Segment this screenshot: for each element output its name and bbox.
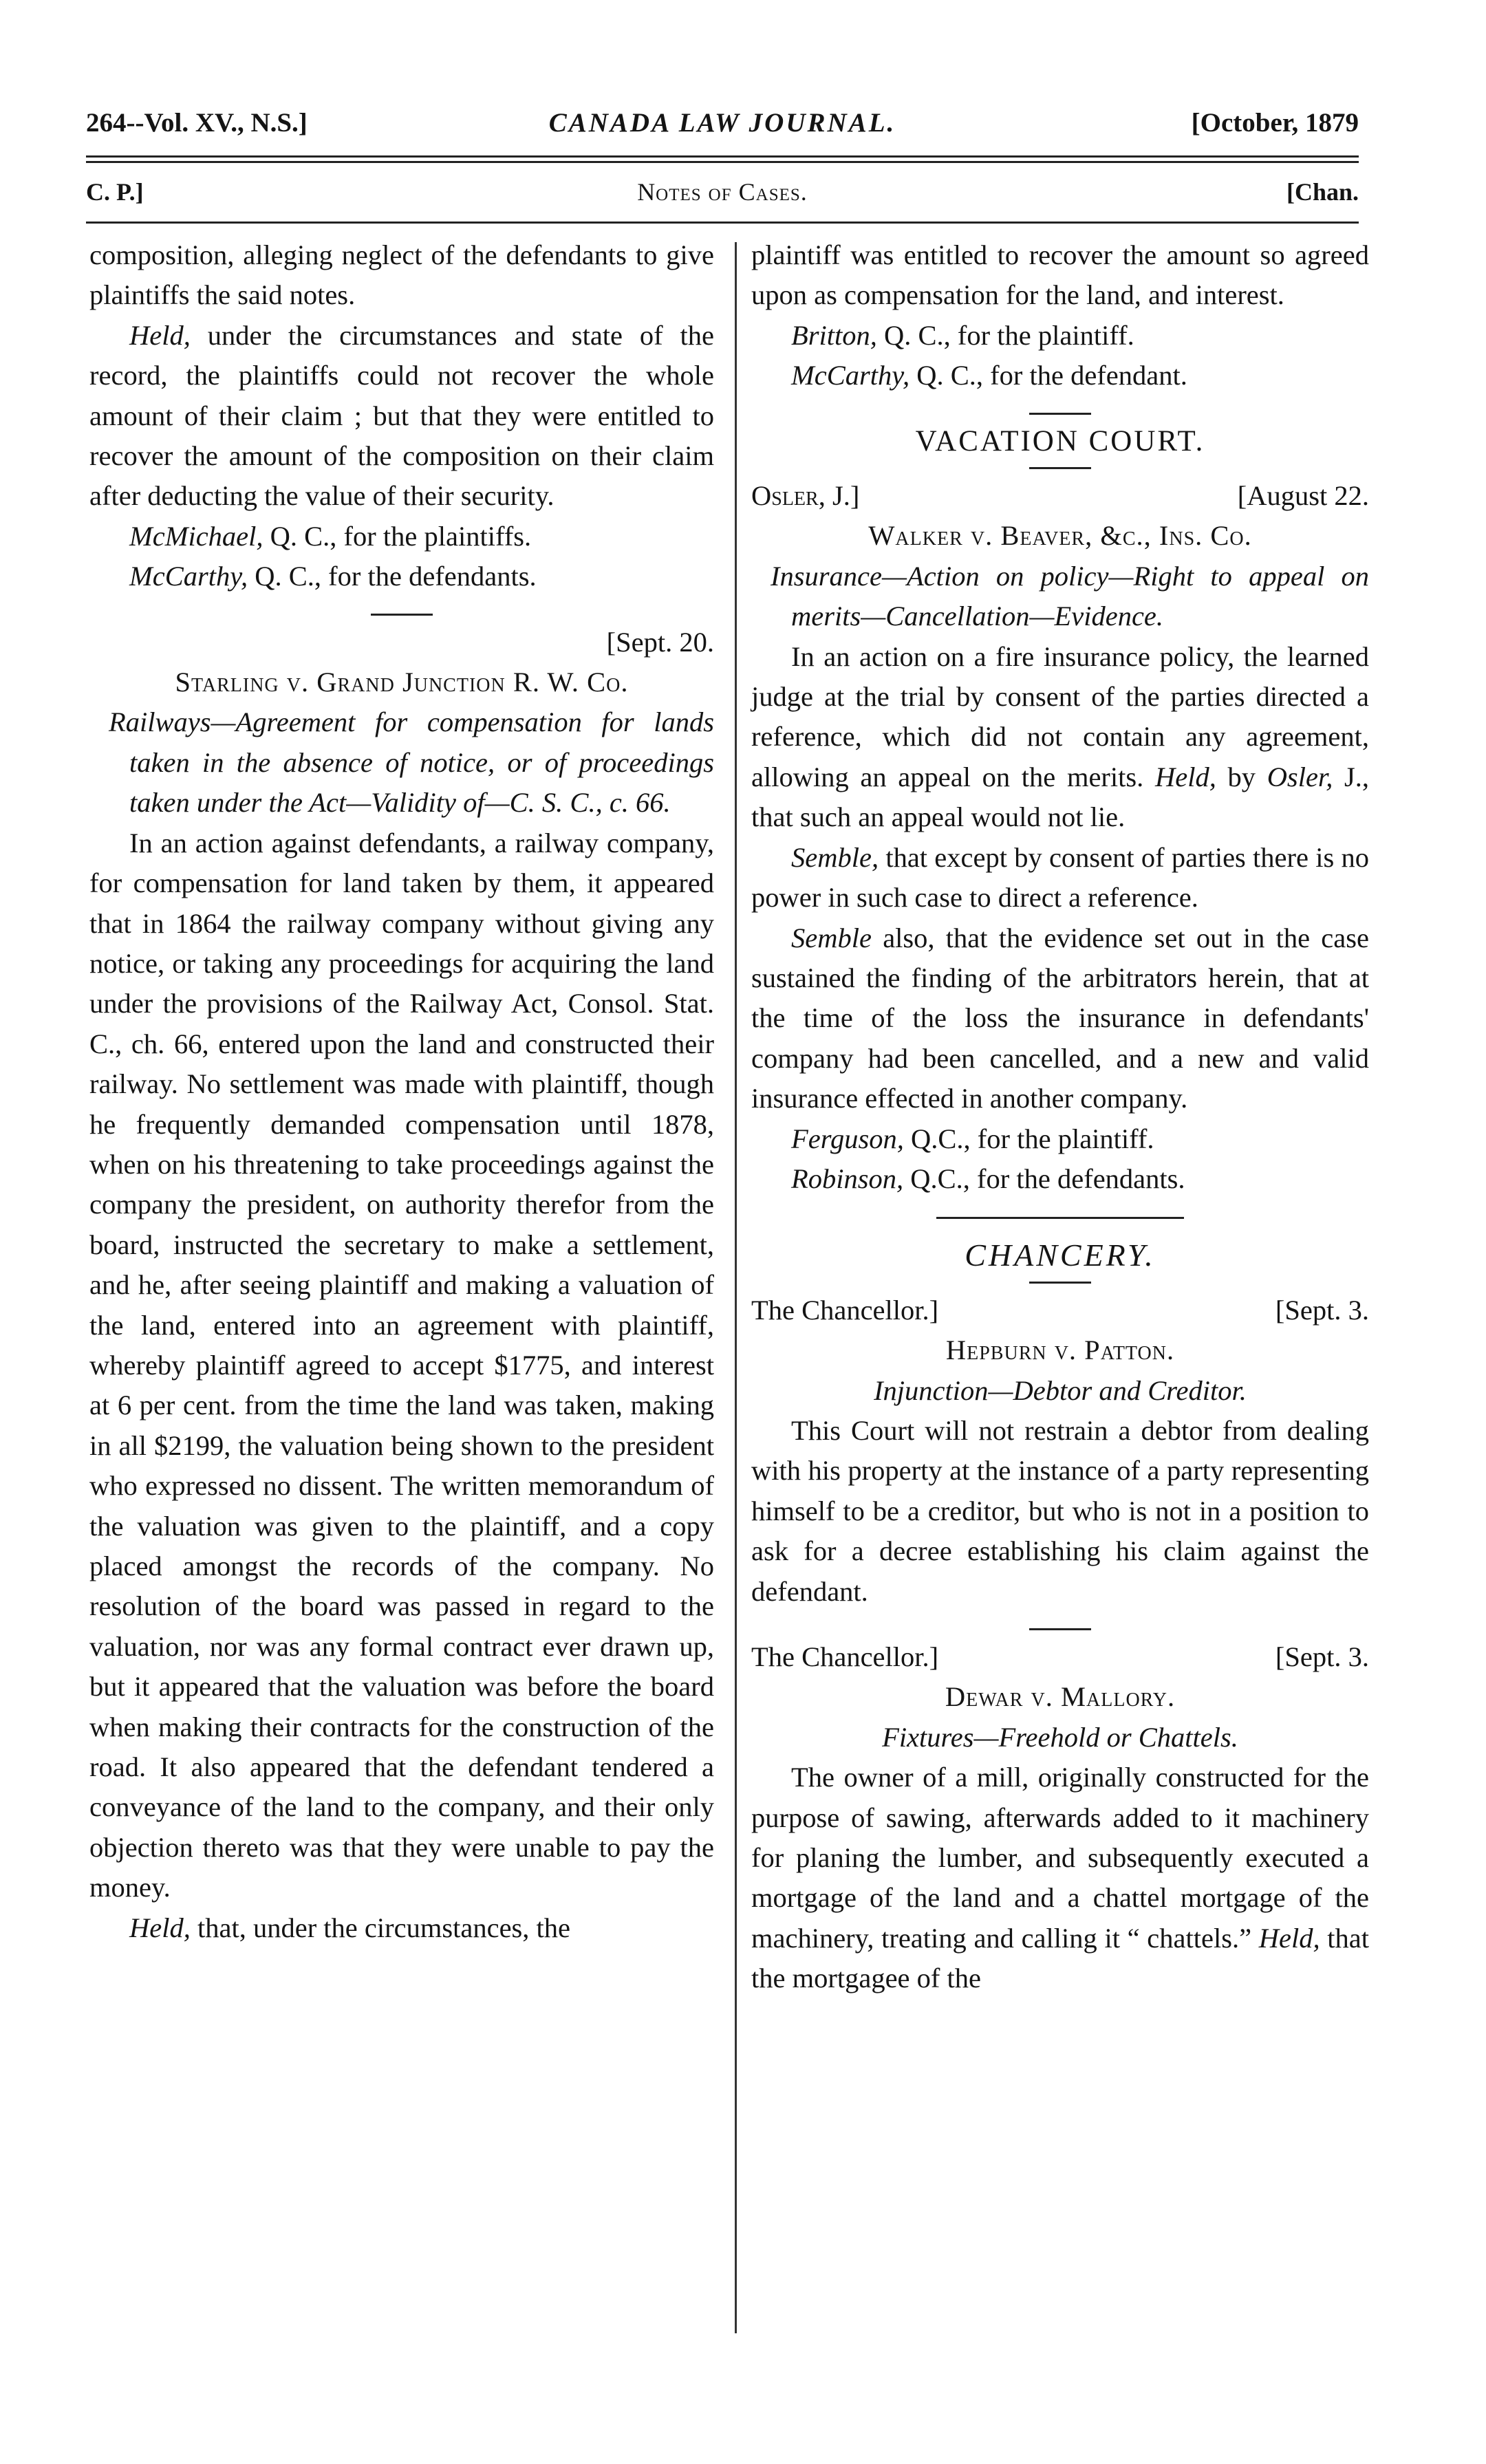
judge-name: The Chancellor.]	[751, 1641, 939, 1672]
header-rule	[86, 155, 1359, 158]
separator	[371, 614, 433, 616]
left-column	[89, 235, 714, 1948]
running-header	[86, 107, 1359, 149]
semble-text: also, that the evidence set out in the case sustained the finding of the arbitrators herein, that at the time of the loss the insurance in defendants' company had been cancelled, and a new and valid insurance effected in another company.	[751, 922, 1369, 1114]
case-date: [August 22.	[1237, 480, 1369, 512]
counsel-name: Ferguson,	[791, 1123, 904, 1154]
semble-label: Semble,	[791, 841, 879, 873]
headnote: Insurance—Action on policy—Right to appeal on merits—Cancellation—Evidence.	[771, 560, 1369, 632]
holding-text: that, under the circumstances, the	[190, 1912, 571, 1943]
column-divider	[735, 242, 737, 2333]
counsel-line	[751, 1159, 1369, 1199]
counsel-role: Q. C., for the plaintiffs.	[263, 520, 532, 552]
semble-paragraph	[751, 918, 1369, 1119]
counsel-name: McCarthy,	[129, 561, 248, 592]
body-text: The owner of a mill, originally constructed for the purpose of sawing, afterwards added to it machinery for planing the lumber, and subsequently executed a mortgage of the land and a chattel mortgage of the machinery, treating and calling it “ chattels.”	[751, 1762, 1369, 1954]
court-left: C. P.]	[86, 178, 144, 206]
judge-line	[751, 1637, 1369, 1677]
case-body: This Court will not restrain a debtor from dealing with his property at the instance of a party representing himself to be a creditor, but who is not in a position to ask for a decree establishing his claim against the defendant.	[751, 1414, 1369, 1607]
holding-text: under the circumstances and state of the record, the plaintiffs could not recover the whole amount of their claim ; but that they were entitled to recover the amount of the composition on their claim after deducting the value of their security.	[89, 319, 714, 512]
counsel-role: Q. C., for the defendants.	[248, 561, 537, 592]
body-text: by	[1216, 761, 1267, 792]
counsel-role: Q. C., for the plaintiff.	[876, 319, 1134, 351]
body-text: In an action on a fire insurance policy, the learned judge at the trial by consent of the parties directed a reference, which did not contain any agreement, allowing an appeal on the merits.	[751, 640, 1369, 792]
section-title: Notes of Cases.	[637, 178, 808, 206]
counsel-role: Q.C., for the defendants.	[903, 1163, 1185, 1194]
counsel-line	[751, 316, 1369, 356]
paragraph: composition, alleging neglect of the defendants to give plaintiffs the said notes.	[89, 239, 714, 311]
headnote: Injunction—Debtor and Creditor.	[874, 1374, 1247, 1406]
chancery-heading: CHANCERY.	[965, 1238, 1156, 1273]
separator	[1029, 1628, 1091, 1630]
separator	[1029, 1282, 1091, 1284]
held-label: Held,	[129, 319, 191, 351]
case-body	[751, 637, 1369, 838]
section-separator	[936, 1217, 1184, 1219]
court-right: [Chan.	[1286, 178, 1359, 206]
right-column	[751, 235, 1369, 1999]
counsel-line	[751, 356, 1369, 396]
judge-name: The Chancellor.]	[751, 1294, 939, 1326]
judge-ref: Osler,	[1267, 761, 1333, 792]
judge-line	[751, 476, 1369, 516]
judge-line	[751, 1290, 1369, 1330]
separator	[1029, 467, 1091, 469]
case-date: [Sept. 3.	[1275, 1294, 1369, 1326]
separator	[1029, 413, 1091, 415]
counsel-name: Robinson,	[791, 1163, 904, 1194]
case-date: [Sept. 3.	[1275, 1641, 1369, 1672]
section-header	[86, 177, 1359, 219]
counsel-line	[751, 1119, 1369, 1159]
body-text: J., that such an appeal would not lie.	[751, 761, 1370, 833]
paragraph: plaintiff was entitled to recover the amount so agreed upon as compensation for the land, and interest.	[751, 239, 1369, 311]
header-rule-double	[86, 161, 1359, 163]
holding-paragraph	[89, 316, 714, 517]
semble-label: Semble	[791, 922, 872, 953]
case-date: [Sept. 20.	[606, 626, 714, 658]
issue-date: [October, 1879	[1191, 108, 1359, 138]
case-title: Starling v. Grand Junction R. W. Co.	[175, 667, 629, 698]
headnote: Fixtures—Freehold or Chattels.	[882, 1721, 1238, 1753]
page-volume: 264--Vol. XV., N.S.]	[86, 108, 308, 138]
body-text: that the mortgagee of the	[751, 1922, 1369, 1994]
counsel-role: Q.C., for the plaintiff.	[903, 1123, 1154, 1154]
counsel-name: McCarthy,	[791, 360, 910, 391]
headnote: Railways—Agreement for compensation for lands taken in the absence of notice, or of proceedings taken under the Act—Validity of—C. S. C., c. 66.	[109, 706, 714, 819]
case-title: Dewar v. Mallory.	[945, 1681, 1176, 1713]
case-title: Walker v. Beaver, &c., Ins. Co.	[868, 520, 1252, 552]
holding-paragraph	[89, 1908, 714, 1948]
semble-text: that except by consent of parties there is no power in such case to direct a reference.	[751, 841, 1369, 914]
case-body: In an action against defendants, a railway company, for compensation for land taken by them, it appeared that in 1864 the railway company without giving any notice, or taking any proceedings for acquiring the land under the provisions of the Railway Act, Consol. Stat. C., ch. 66, entered upon the land and constructed their railway. No settlement was made with plaintiff, though he frequently demanded compensation until 1878, when on his threatening to take proceedings against the company the president, on authority therefor from the board, instructed the secretary to make a settlement, and he, after seeing plaintiff and making a valuation of the land, entered into an agreement with plaintiff, whereby plaintiff agreed to accept $1775, and interest at 6 per cent. from the time the land was taken, making in all $2199, the valuation being shown to the president who expressed no dissent. The written memorandum of the valuation was given to the plaintiff, and a copy placed amongst the records of the company. No resolution of the board was passed in regard to the valuation, nor was any formal contract ever drawn up, but it appeared that the valuation was before the board when making their contracts for the construction of the road. It also appeared that the defendant tendered a conveyance of the land to the company, and their only objection thereto was that they were unable to pay the money.	[89, 827, 714, 1903]
counsel-line	[89, 556, 714, 596]
counsel-role: Q. C., for the defendant.	[909, 360, 1187, 391]
held-label: Held,	[1154, 761, 1216, 792]
court-heading: VACATION COURT.	[915, 424, 1205, 457]
section-rule	[86, 221, 1359, 224]
counsel-line	[89, 517, 714, 556]
counsel-name: Britton,	[791, 319, 877, 351]
case-body	[751, 1758, 1369, 1998]
counsel-name: McMichael,	[129, 520, 263, 552]
held-label: Held,	[1258, 1922, 1320, 1954]
judge-name: Osler, J.]	[751, 480, 860, 512]
journal-title: CANADA LAW JOURNAL.	[548, 108, 896, 138]
semble-paragraph	[751, 838, 1369, 918]
case-title: Hepburn v. Patton.	[945, 1334, 1175, 1366]
held-label: Held,	[129, 1912, 191, 1943]
